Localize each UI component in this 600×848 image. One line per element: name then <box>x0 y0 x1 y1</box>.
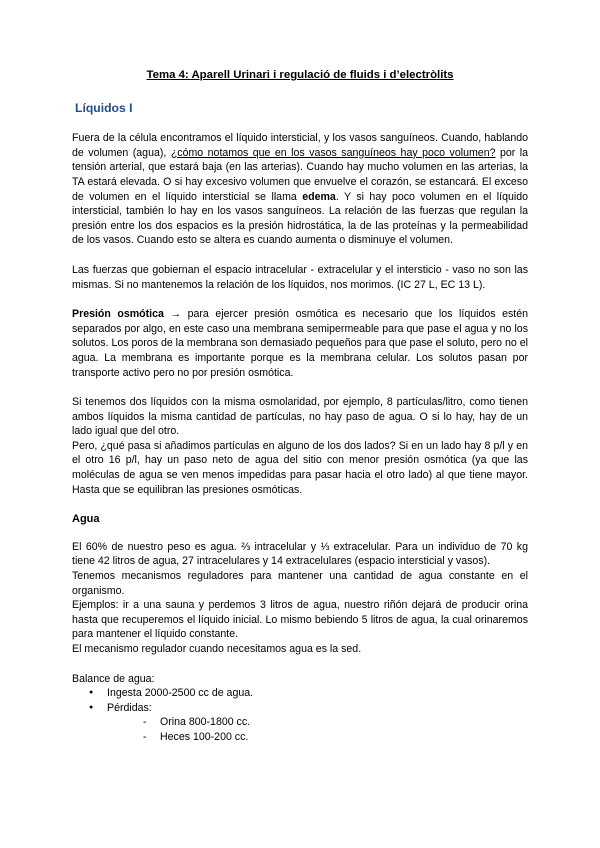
spacer <box>72 292 528 307</box>
text-run: por la tensión arterial, que estará baja (en las arterias). Cuando hay mucho volumen en las arterias, la TA estará elevada. O si hay excesivo volumen que envuelve el corazón, se estancará. El exceso de volumen en el líquido intersticial se llama <box>72 146 528 203</box>
sublist-item: - Heces 100-200 cc. <box>143 730 528 745</box>
perdidas-sublist <box>107 715 528 744</box>
text-run: → para ejercer presión osmótica es necesario que los líquidos estén separados por algo, en este caso una membrana semipermeable para que pase el agua y no los solutos. Los poros de la membrana son demasiado pequeños para que pase el soluto, pero no el agua. La membrana es importante porque es la membrana celular. Los solutos pasan por transporte activo pero no por presión osmótica. <box>72 308 528 379</box>
paragraph-sed: El mecanismo regulador cuando necesitamos agua es la sed. <box>72 643 362 655</box>
section-heading-agua: Agua <box>72 513 100 526</box>
text-run: Fuera de la célula encontramos el líquido intersticial, y los vasos sanguíneos. Cuando, hablando de volumen (agua), <box>72 132 528 159</box>
bold-term-presion-osmotica: Presión osmótica <box>72 308 164 321</box>
spacer <box>72 380 528 395</box>
paragraph-presion-osmotica <box>72 307 528 380</box>
list-item-label: Pérdidas: <box>107 701 152 714</box>
document-title: Tema 4: Aparell Urinari i regulació de fluids i d’electròlits <box>146 69 454 81</box>
text-run: . Y si hay poco volumen en el líquido intersticial, también lo hay en los vasos sanguíneos. La relación de las fuerzas que regulan la presión entre los dos espacios es la presión hidrostática, la de las proteínas y la permeabilidad de los vasos. Cuando esto se altera es cuando aumenta o disminuye el volumen. <box>72 190 528 247</box>
paragraph-fuerzas: Las fuerzas que gobiernan el espacio intracelular - extracelular y el intersticio - vaso no son las mismas. Si no mantenemos la relación de los líquidos, nos morimos. (IC 27 L, EC 13 L). <box>72 263 528 291</box>
balance-list <box>72 686 528 744</box>
spacer <box>72 248 528 263</box>
spacer <box>72 657 528 672</box>
paragraph-particulas: Pero, ¿qué pasa si añadimos partículas en alguno de los dos lados? Si en un lado hay 8 p/l y en el otro 16 p/l, hay un paso neto de agua del sitio con menor presión osmótica (ya que las moléculas de agua se ven menos impedidas para pasar hacia el otro lado) al que tiene mayor. Hasta que se equilibran las presiones osmóticas. <box>72 439 528 496</box>
paragraph-osmolaridad: Si tenemos dos líquidos con la misma osmolaridad, por ejemplo, 8 partículas/litro, como tienen ambos líquidos la misma cantidad de partículas, no hay paso de agua. O si lo hay, hay de un lado igual que del otro. <box>72 396 528 438</box>
list-item: ● Ingesta 2000-2500 cc de agua. <box>89 686 528 701</box>
paragraph-liquido-intersticial <box>72 131 528 248</box>
list-item <box>89 701 528 745</box>
underlined-question: ¿cómo notamos que en los vasos sanguíneos hay poco volumen? <box>170 146 496 159</box>
section-heading-liquidos: Líquidos I <box>75 100 133 115</box>
paragraph-mecanismos: Tenemos mecanismos reguladores para mantener una cantidad de agua constante en el organismo. <box>72 570 528 597</box>
sublist-item: - Orina 800-1800 cc. <box>143 715 528 730</box>
balance-label: Balance de agua: <box>72 672 155 685</box>
paragraph-ejemplos: Ejemplos: ir a una sauna y perdemos 3 litros de agua, nuestro riñón dejará de producir orina hasta que recuperemos el líquido inicial. Lo mismo bebiendo 5 litros de agua, la cual orinaremos para mantener el líquido constante. <box>72 599 528 641</box>
spacer <box>72 497 528 512</box>
paragraph-agua-peso: El 60% de nuestro peso es agua. ⅔ intracelular y ⅓ extracelular. Para un individuo de 70 kg tiene 42 litros de agua, 27 intracelulares y 14 extracelulares (espacio intersticial y vasos). <box>72 540 528 568</box>
bold-term-edema: edema <box>302 190 336 203</box>
